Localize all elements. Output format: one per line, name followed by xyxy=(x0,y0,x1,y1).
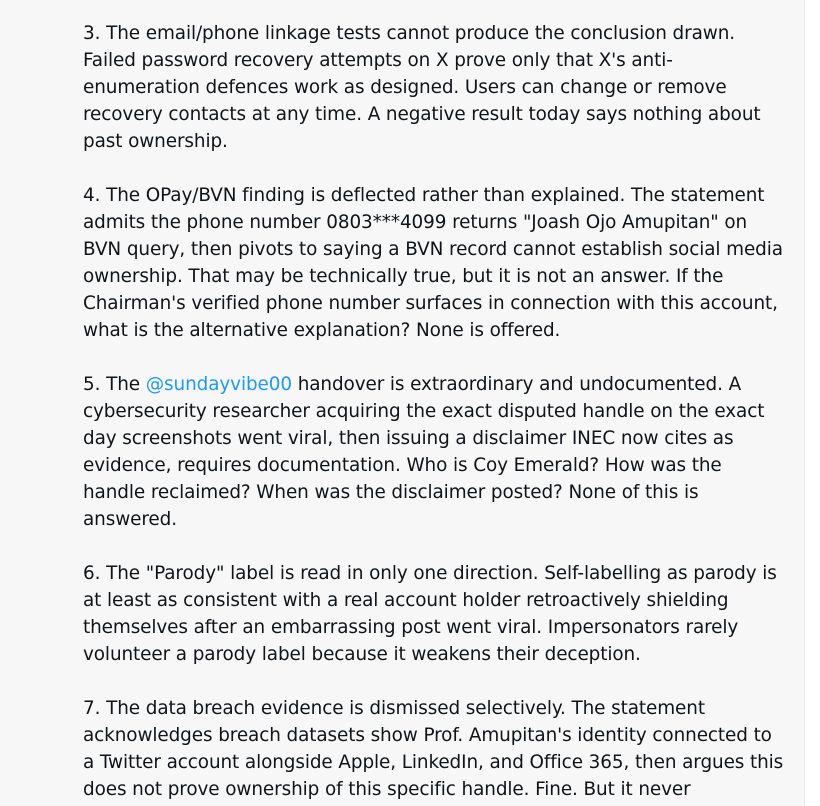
paragraph-5-suffix: handover is extraordinary and undocumented. A cybersecurity researcher acquiring the exact disputed handle on the exact day screenshots went viral, then issuing a disclaimer INEC now cites as evidence, requires documentation. Who is Coy Emerald? How was the handle reclaimed? When was the disclaimer posted? None of this is answered. xyxy=(83,374,765,530)
post-body xyxy=(83,20,788,806)
paragraph-5-prefix: 5. The xyxy=(83,374,146,395)
mention-link-sundayvibe00[interactable]: @sundayvibe00 xyxy=(145,374,292,395)
paragraph-5 xyxy=(83,371,788,533)
paragraph-4: 4. The OPay/BVN finding is deflected rather than explained. The statement admits the phone number 0803***4099 returns "Joash Ojo Amupitan" on BVN query, then pivots to saying a BVN record cannot establish social media ownership. That may be technically true, but it is not an answer. If the Chairman's verified phone number surfaces in connection with this account, what is the alternative explanation? None is offered. xyxy=(83,185,783,341)
paragraph-7: 7. The data breach evidence is dismissed selectively. The statement acknowledges breach datasets show Prof. Amupitan's identity connected to a Twitter account alongside Apple, LinkedIn, and Office 365, then argues this does not prove ownership of this specific handle. Fine. But it never xyxy=(83,698,784,800)
paragraph-3: 3. The email/phone linkage tests cannot produce the conclusion drawn. Failed password recovery attempts on X prove only that X's anti-enumeration defences work as designed. Users can change or remove recovery contacts at any time. A negative result today says nothing about past ownership. xyxy=(83,23,761,152)
paragraph-6: 6. The "Parody" label is read in only one direction. Self-labelling as parody is at least as consistent with a real account holder retroactively shielding themselves after an embarrassing post went viral. Impersonators rarely volunteer a parody label because it weakens their deception. xyxy=(83,563,777,665)
